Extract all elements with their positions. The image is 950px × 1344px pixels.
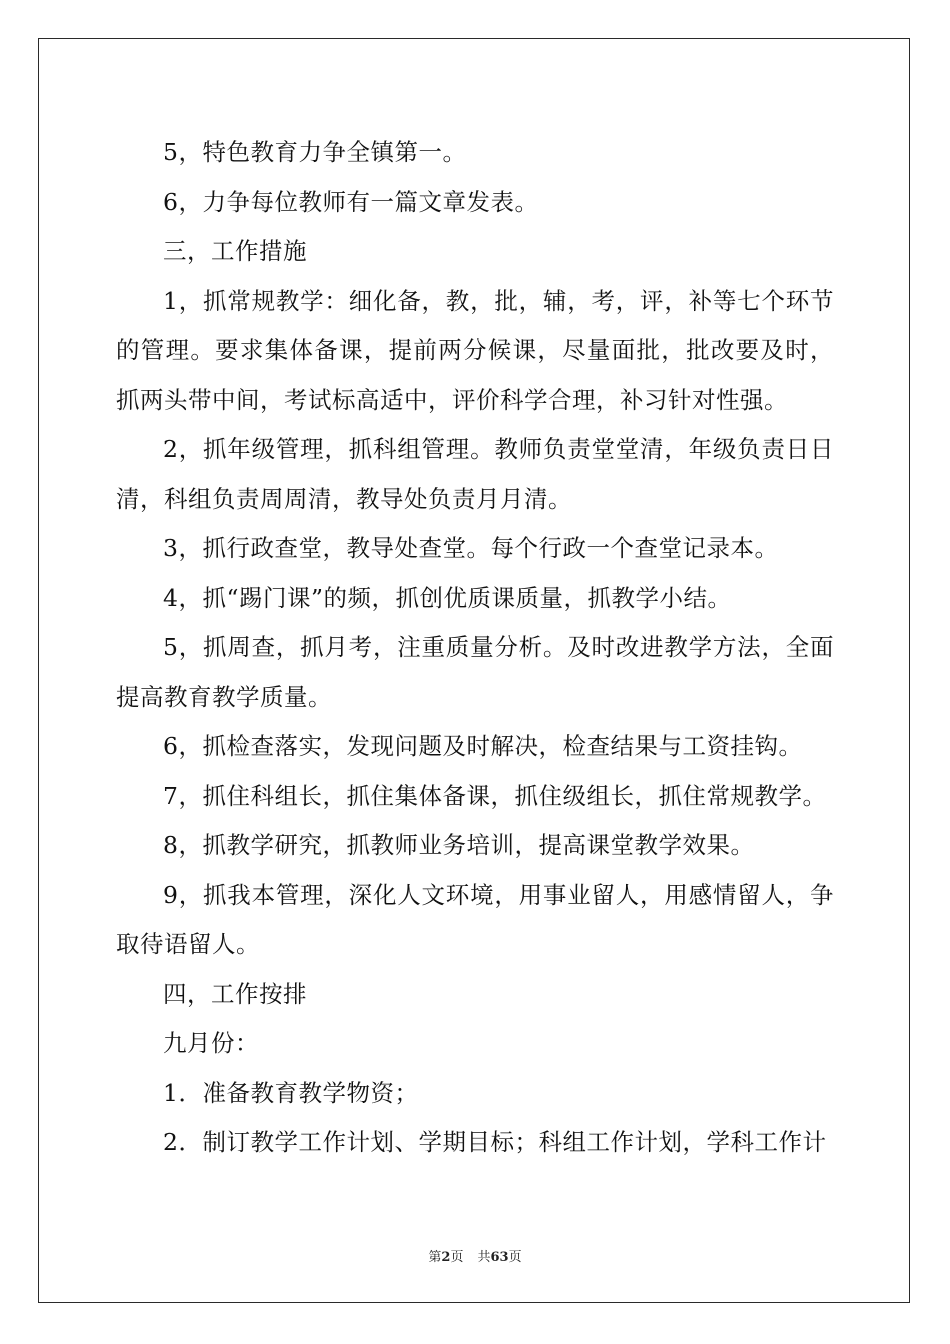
paragraph-measure-7: 7，抓住科组长，抓住集体备课，抓住级组长，抓住常规教学。 bbox=[163, 781, 827, 810]
footer-page-prefix: 第 bbox=[428, 1250, 442, 1265]
paragraph-goal-5: 5，特色教育力争全镇第一。 bbox=[163, 138, 467, 166]
document-body bbox=[116, 128, 834, 1168]
paragraph-measure-3: 3，抓行政查堂，教导处查堂。每个行政一个查堂记录本。 bbox=[163, 534, 779, 562]
footer-total-suffix: 页 bbox=[508, 1250, 522, 1265]
section-heading-schedule: 四，工作按排 bbox=[163, 979, 307, 1008]
paragraph-measure-9: 9，抓我本管理，深化人文环境，用事业留人，用感情留人，争取待语留人。 bbox=[116, 880, 834, 958]
paragraph-measure-8: 8，抓教学研究，抓教师业务培训，提高课堂教学效果。 bbox=[163, 831, 755, 859]
paragraph-goal-6: 6，力争每位教师有一篇文章发表。 bbox=[163, 187, 539, 216]
paragraph-measure-1: 1，抓常规教学：细化备，教，批，辅，考，评，补等七个环节的管理。要求集体备课，提前两分候课，尽量面批，批改要及时，抓两头带中间，考试标高适中，评价科学合理，补习针对性强。 bbox=[116, 286, 834, 414]
schedule-item-2: 2．制订教学工作计划、学期目标；科组工作计划，学科工作计 bbox=[163, 1128, 827, 1156]
footer-page-number: 2 bbox=[441, 1250, 451, 1265]
paragraph-measure-2: 2，抓年级管理，抓科组管理。教师负责堂堂清，年级负责日日清，科组负责周周清，教导处负责月月清。 bbox=[116, 435, 834, 513]
footer-total-prefix: 共 bbox=[477, 1250, 491, 1265]
paragraph-measure-6: 6，抓检查落实，发现问题及时解决，检查结果与工资挂钩。 bbox=[163, 732, 803, 760]
footer-page-suffix: 页 bbox=[450, 1250, 464, 1265]
paragraph-measure-5: 5，抓周查，抓月考，注重质量分析。及时改进教学方法，全面提高教育教学质量。 bbox=[116, 633, 834, 711]
schedule-month-september: 九月份： bbox=[163, 1029, 259, 1057]
section-heading-measures: 三，工作措施 bbox=[163, 237, 307, 265]
schedule-item-1: 1．准备教育教学物资； bbox=[163, 1078, 419, 1107]
paragraph-measure-4: 4，抓“踢门课”的频，抓创优质课质量，抓教学小结。 bbox=[163, 583, 732, 612]
page-footer bbox=[0, 1246, 950, 1265]
footer-total-pages: 63 bbox=[490, 1250, 509, 1265]
